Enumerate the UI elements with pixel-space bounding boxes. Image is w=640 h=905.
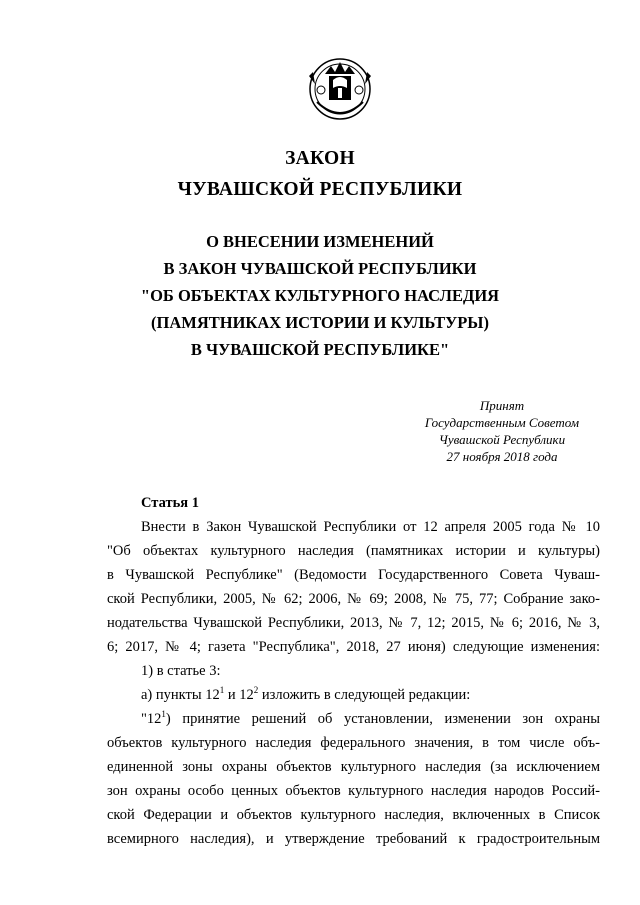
body-line: ской Республики, 2005, № 62; 2006, № 69; 2008, № 75, 77; Собрание зако- [107, 591, 600, 607]
subtitle-line: О ВНЕСЕНИИ ИЗМЕНЕНИЙ [206, 232, 434, 251]
quote-line: зон охраны особо ценных объектов культурного наследия народов Россий- [107, 783, 600, 799]
adoption-line: Чувашской Республики [438, 432, 566, 447]
item-a-line: а) пункты $12^1$ и $12^2$ изложить в следующей редакции: [141, 685, 471, 703]
body-line: нодательства Чувашской Республики, 2013, № 7, 12; 2015, № 6; 2016, № 3, [107, 615, 600, 631]
law-title: ЗАКОН [285, 148, 355, 169]
subtitle-line: "ОБ ОБЪЕКТАХ КУЛЬТУРНОГО НАСЛЕДИЯ [140, 286, 500, 305]
quote-line: единенной зоны охраны объектов культурного наследия (за исключением [107, 759, 600, 775]
body-line: 6; 2017, № 4; газета "Республика", 2018, 27 июня) следующие изменения: [107, 639, 600, 655]
quote-line: всемирного наследия), и утверждение требований к градостроительным [107, 831, 600, 847]
adoption-date: 27 ноября 2018 года [446, 449, 558, 464]
body-line: в Чувашской Республике" (Ведомости Государственного Совета Чуваш- [107, 567, 600, 583]
adoption-line: Принят [479, 398, 525, 413]
chuvashia-emblem-icon [295, 44, 385, 134]
law-republic-title: ЧУВАШСКОЙ РЕСПУБЛИКИ [177, 179, 463, 200]
subtitle-line: В ЧУВАШСКОЙ РЕСПУБЛИКЕ" [190, 340, 450, 359]
quote-start-line: "$12^1$) принятие решений об установлении, изменении зон охраны [141, 709, 600, 727]
body-line: 1) в статье 3: [141, 663, 221, 679]
article-heading: Статья 1 [141, 495, 199, 511]
quote-line: ской Федерации и объектов культурного наследия, включенных в Список [107, 807, 600, 823]
quote-line: объектов культурного наследия федерального значения, в том числе объ- [107, 735, 600, 751]
subtitle-line: (ПАМЯТНИКАХ ИСТОРИИ И КУЛЬТУРЫ) [151, 313, 489, 332]
body-line: "Об объектах культурного наследия (памятниках истории и культуры) [107, 543, 600, 559]
subtitle-line: В ЗАКОН ЧУВАШСКОЙ РЕСПУБЛИКИ [163, 259, 477, 278]
adoption-line: Государственным Советом [424, 415, 580, 430]
body-line: Внести в Закон Чувашской Республики от 12 апреля 2005 года № 10 [141, 519, 600, 535]
